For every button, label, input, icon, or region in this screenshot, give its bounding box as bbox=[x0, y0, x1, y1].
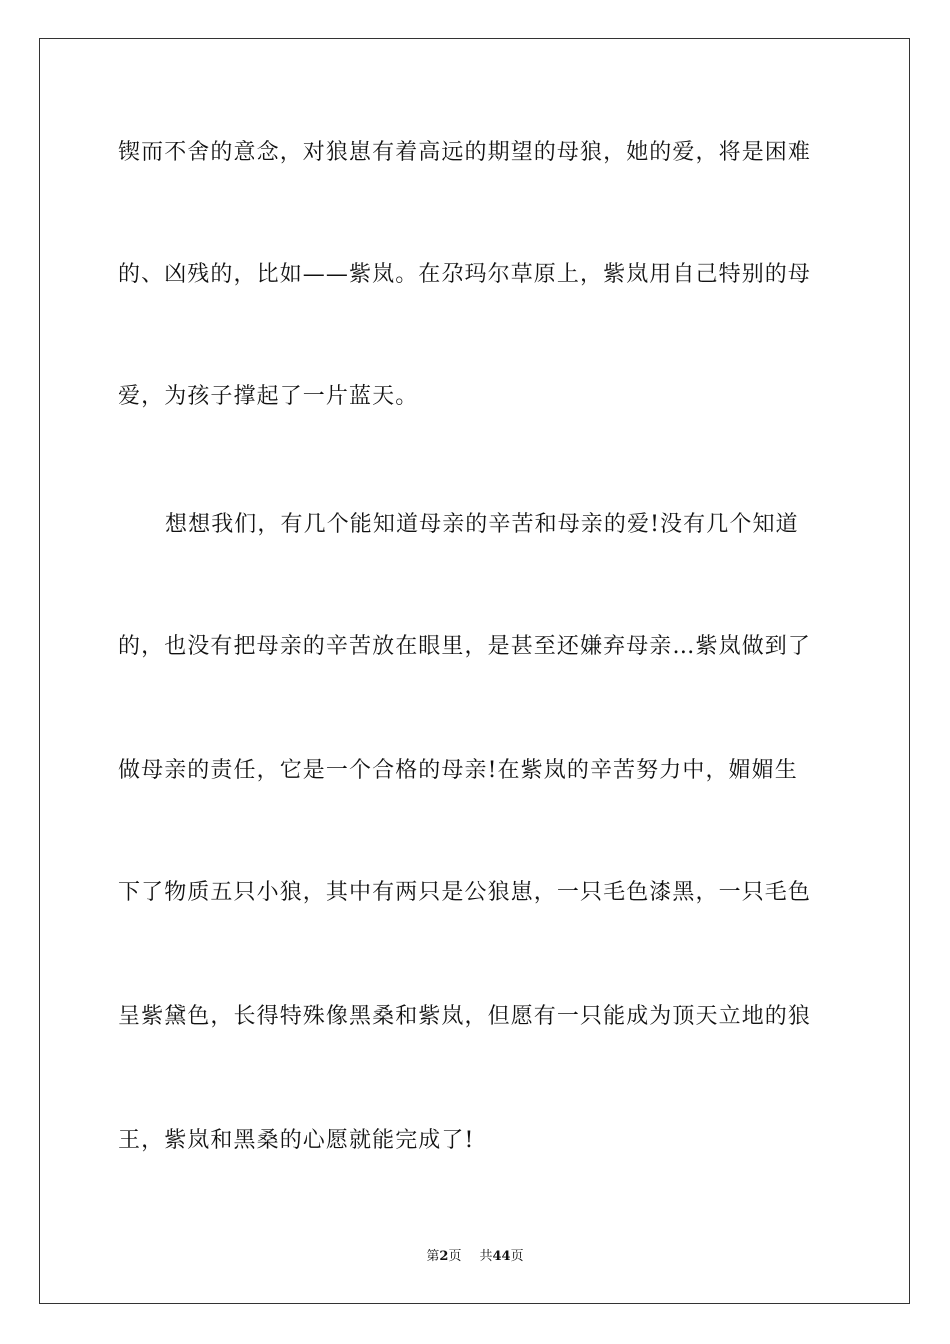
text-line-7: 下了物质五只小狼，其中有两只是公狼崽，一只毛色漆黑，一只毛色 bbox=[118, 880, 812, 905]
text-line-2: 的、凶残的，比如——紫岚。在尕玛尔草原上，紫岚用自己特别的母 bbox=[118, 262, 812, 287]
text-line-9: 王，紫岚和黑桑的心愿就能完成了! bbox=[118, 1128, 475, 1153]
total-prefix: 共 bbox=[479, 1249, 493, 1264]
text-line-1: 锲而不舍的意念，对狼崽有着高远的期望的母狼，她的爱，将是困难 bbox=[118, 140, 812, 165]
text-line-6: 做母亲的责任，它是一个合格的母亲!在紫岚的辛苦努力中，媚媚生 bbox=[118, 758, 798, 783]
paragraph-2-first-line: 想想我们，有几个能知道母亲的辛苦和母亲的爱!没有几个知道 bbox=[165, 512, 799, 537]
page-footer bbox=[0, 1248, 950, 1266]
total-suffix: 页 bbox=[510, 1249, 524, 1264]
page-number: 2 bbox=[439, 1249, 449, 1264]
page-border bbox=[39, 38, 910, 1304]
text-line-5: 的，也没有把母亲的辛苦放在眼里，是甚至还嫌弃母亲…紫岚做到了 bbox=[118, 634, 812, 659]
text-line-8: 呈紫黛色，长得特殊像黑桑和紫岚，但愿有一只能成为顶天立地的狼 bbox=[118, 1004, 812, 1029]
page-prefix: 第 bbox=[426, 1249, 440, 1264]
total-pages: 44 bbox=[492, 1249, 511, 1264]
page-suffix: 页 bbox=[448, 1249, 462, 1264]
text-line-3: 爱，为孩子撑起了一片蓝天。 bbox=[118, 384, 419, 409]
